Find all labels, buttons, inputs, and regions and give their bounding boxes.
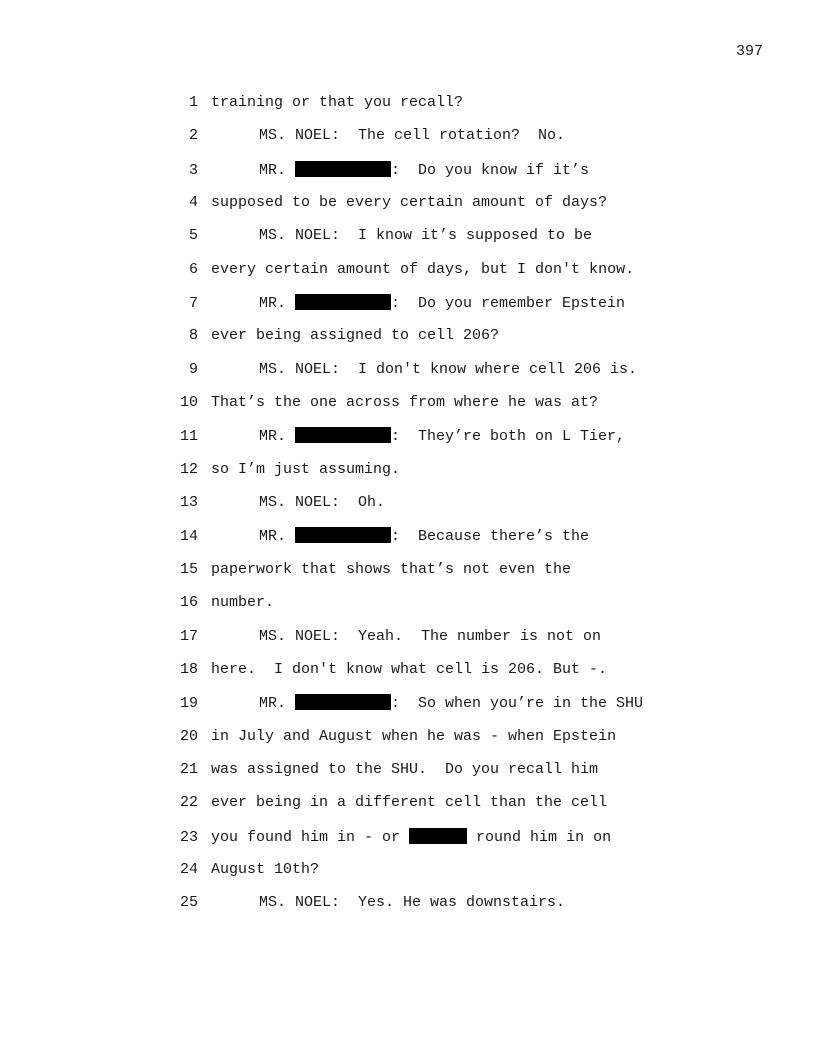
line-text: MR. bbox=[259, 295, 296, 313]
line-number: 9 bbox=[188, 360, 198, 378]
line-number: 14 bbox=[179, 528, 198, 546]
line-number: 7 bbox=[188, 295, 198, 313]
redaction-block bbox=[295, 694, 391, 710]
transcript-line bbox=[170, 327, 690, 360]
redaction-block bbox=[295, 294, 391, 310]
transcript-body bbox=[170, 94, 690, 928]
line-number: 21 bbox=[179, 760, 198, 778]
line-number: 2 bbox=[188, 127, 198, 145]
line-text: : Because there’s the bbox=[391, 528, 590, 546]
redaction-block bbox=[295, 161, 391, 177]
transcript-line bbox=[170, 728, 690, 761]
transcript-line bbox=[170, 594, 690, 627]
line-text: ever being assigned to cell 206? bbox=[211, 327, 500, 345]
line-text: in July and August when he was - when Epstein bbox=[211, 727, 617, 745]
line-number: 20 bbox=[179, 727, 198, 745]
line-text: was assigned to the SHU. Do you recall him bbox=[211, 760, 599, 778]
transcript-line bbox=[170, 361, 690, 394]
line-number: 15 bbox=[179, 560, 198, 578]
line-number: 8 bbox=[188, 327, 198, 345]
line-number: 11 bbox=[179, 428, 198, 446]
transcript-line bbox=[170, 394, 690, 427]
line-text: MS. NOEL: Yeah. The number is not on bbox=[259, 627, 602, 645]
transcript-line bbox=[170, 527, 690, 560]
transcript-line bbox=[170, 628, 690, 661]
line-number: 1 bbox=[188, 94, 198, 111]
line-number: 24 bbox=[179, 860, 198, 878]
line-text: ever being in a different cell than the cell bbox=[211, 794, 608, 812]
line-text: MR. bbox=[259, 428, 296, 446]
line-text: supposed to be every certain amount of days? bbox=[211, 194, 608, 212]
transcript-line bbox=[170, 294, 690, 327]
line-number: 10 bbox=[179, 394, 198, 412]
line-text: paperwork that shows that’s not even the bbox=[211, 560, 572, 578]
line-text: : So when you’re in the SHU bbox=[391, 695, 644, 713]
transcript-line bbox=[170, 261, 690, 294]
redaction-block bbox=[295, 427, 391, 443]
line-text: so I’m just assuming. bbox=[211, 460, 401, 478]
line-text: number. bbox=[211, 594, 275, 612]
line-text: That’s the one across from where he was at? bbox=[211, 394, 599, 412]
line-text: here. I don't know what cell is 206. But -. bbox=[211, 660, 608, 678]
line-number: 18 bbox=[179, 660, 198, 678]
line-number: 19 bbox=[179, 695, 198, 713]
line-number: 4 bbox=[188, 194, 198, 212]
line-text: MS. NOEL: The cell rotation? No. bbox=[259, 127, 566, 145]
line-number: 25 bbox=[179, 894, 198, 912]
line-number: 17 bbox=[179, 627, 198, 645]
line-text: August 10th? bbox=[211, 860, 320, 878]
line-text: MR. bbox=[259, 161, 296, 179]
transcript-line bbox=[170, 94, 690, 127]
transcript-line bbox=[170, 127, 690, 160]
line-text: MS. NOEL: Oh. bbox=[259, 494, 386, 512]
page-number: 397 bbox=[735, 43, 763, 60]
transcript-line bbox=[170, 861, 690, 894]
transcript-line bbox=[170, 461, 690, 494]
transcript-line bbox=[170, 894, 690, 927]
transcript-line bbox=[170, 194, 690, 227]
line-text: MS. NOEL: Yes. He was downstairs. bbox=[259, 894, 566, 912]
line-number: 23 bbox=[179, 828, 198, 846]
transcript-line bbox=[170, 161, 690, 194]
line-number: 3 bbox=[188, 161, 198, 179]
line-number: 12 bbox=[179, 460, 198, 478]
transcript-line bbox=[170, 794, 690, 827]
redaction-block bbox=[409, 828, 467, 844]
transcript-line bbox=[170, 694, 690, 727]
line-text: MS. NOEL: I know it’s supposed to be bbox=[259, 227, 593, 245]
transcript-line bbox=[170, 427, 690, 460]
transcript-line bbox=[170, 828, 690, 861]
line-number: 6 bbox=[188, 260, 198, 278]
line-text: round him in on bbox=[467, 828, 612, 846]
line-text: MS. NOEL: I don't know where cell 206 is. bbox=[259, 360, 638, 378]
line-text: : They’re both on L Tier, bbox=[391, 428, 626, 446]
line-text: training or that you recall? bbox=[211, 94, 464, 111]
transcript-line bbox=[170, 227, 690, 260]
line-text: MR. bbox=[259, 528, 296, 546]
line-number: 13 bbox=[179, 494, 198, 512]
line-text: you found him in - or bbox=[211, 828, 410, 846]
transcript-line bbox=[170, 561, 690, 594]
transcript-line bbox=[170, 661, 690, 694]
line-text: every certain amount of days, but I don't know. bbox=[211, 260, 635, 278]
line-text: : Do you know if it’s bbox=[391, 161, 590, 179]
line-number: 16 bbox=[179, 594, 198, 612]
line-text: MR. bbox=[259, 695, 296, 713]
line-number: 5 bbox=[188, 227, 198, 245]
transcript-line bbox=[170, 761, 690, 794]
redaction-block bbox=[295, 527, 391, 543]
line-number: 22 bbox=[179, 794, 198, 812]
line-text: : Do you remember Epstein bbox=[391, 295, 626, 313]
transcript-line bbox=[170, 494, 690, 527]
